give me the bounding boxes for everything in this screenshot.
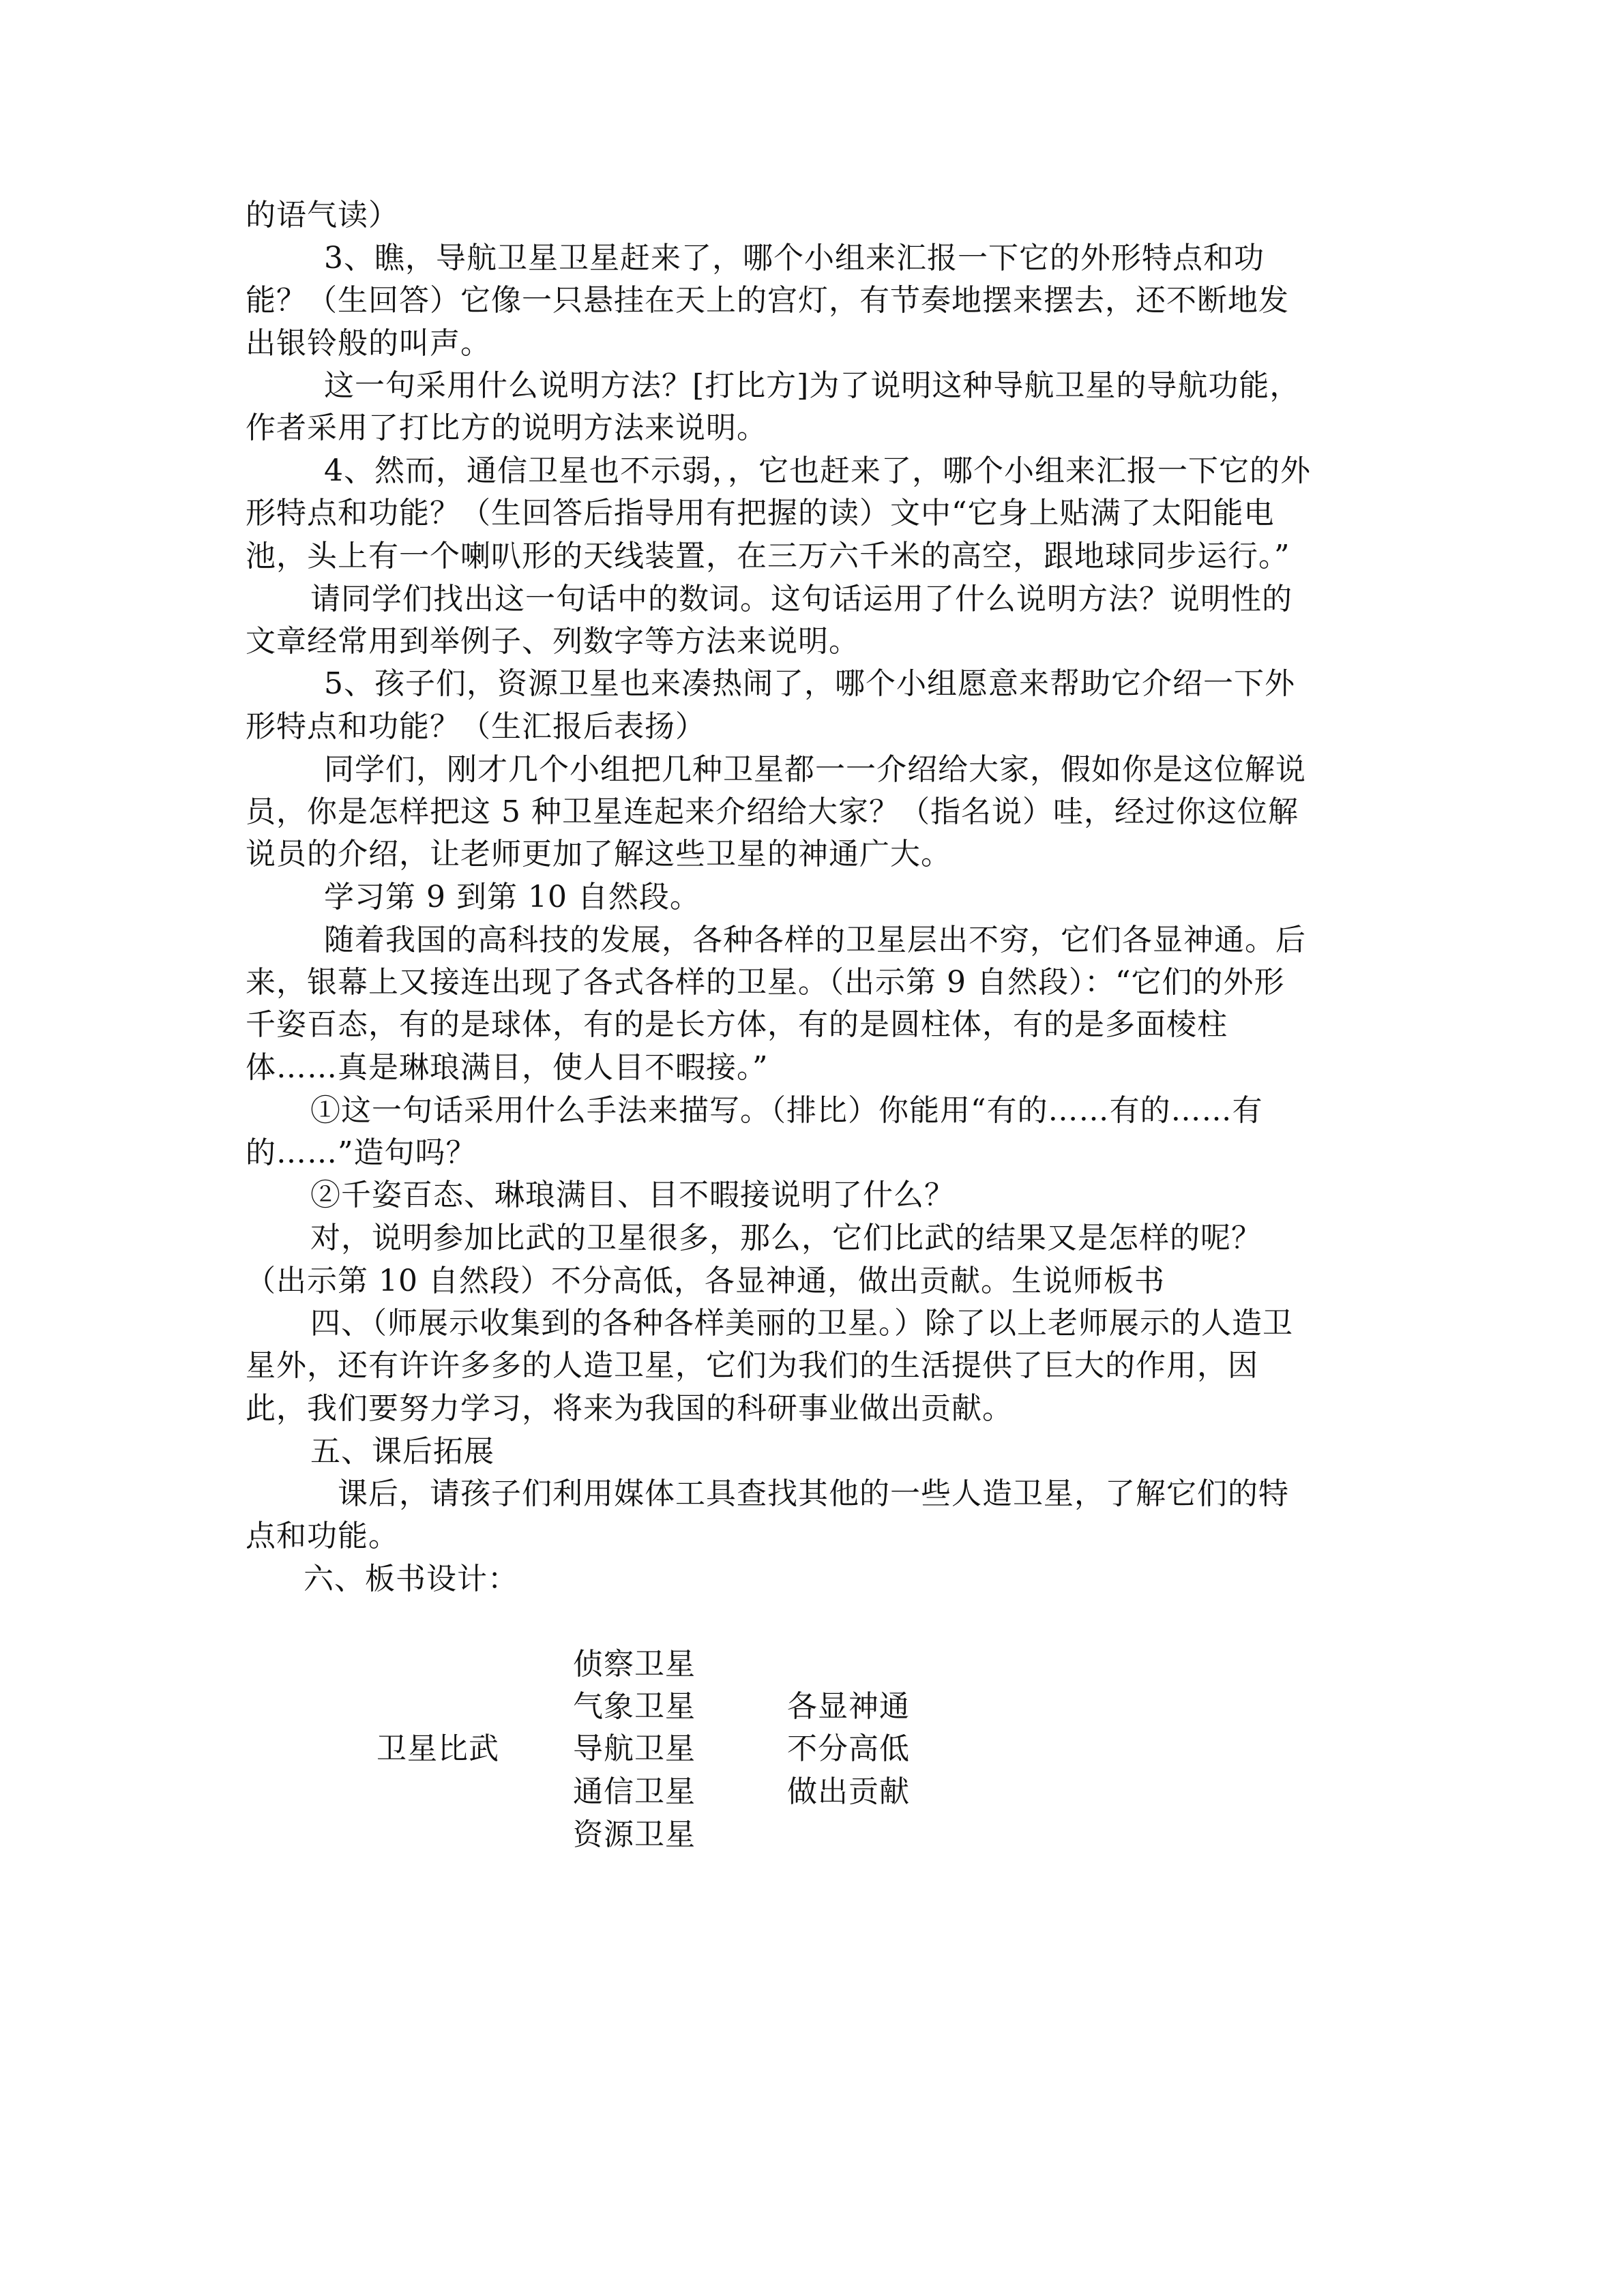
text-line: ②千姿百态、琳琅满目、目不暇接说明了什么？ xyxy=(310,1178,955,1212)
board-result-item: 不分高低 xyxy=(787,1731,910,1766)
board-satellite-item: 导航卫星 xyxy=(573,1731,696,1766)
board-satellite-item: 气象卫星 xyxy=(573,1689,696,1724)
text-line: 四、（师展示收集到的各种各样美丽的卫星。）除了以上老师展示的人造卫 xyxy=(310,1306,1293,1341)
text-line: 体……真是琳琅满目，使人目不暇接。” xyxy=(246,1050,769,1085)
text-line: 五、课后拓展 xyxy=(310,1434,494,1469)
text-line: 课后，请孩子们利用媒体工具查找其他的一些人造卫星，了解它们的特 xyxy=(338,1476,1289,1511)
text-line: 的语气读） xyxy=(246,198,399,233)
text-line: 池，头上有一个喇叭形的天线装置，在三万六千米的高空，跟地球同步运行。” xyxy=(246,539,1290,573)
text-line: 4、然而，通信卫星也不示弱，，它也赶来了，哪个小组来汇报一下它的外 xyxy=(324,453,1311,488)
text-line: 这一句采用什么说明方法？[打比方]为了说明这种导航卫星的导航功能， xyxy=(324,368,1301,403)
text-line: 形特点和功能？（生回答后指导用有把握的读）文中“它身上贴满了太阳能电 xyxy=(246,496,1275,531)
text-line: 此，我们要努力学习，将来为我国的科研事业做出贡献。 xyxy=(246,1391,1013,1426)
text-line: 出银铃般的叫声。 xyxy=(246,326,491,361)
board-satellite-item: 侦察卫星 xyxy=(573,1647,696,1682)
text-line: 说员的介绍，让老师更加了解这些卫星的神通广大。 xyxy=(246,837,951,871)
text-line: 同学们，刚才几个小组把几种卫星都一一介绍给大家，假如你是这位解说 xyxy=(324,752,1306,787)
text-line: （出示第 10 自然段）不分高低，各显神通，做出贡献。生说师板书 xyxy=(246,1264,1165,1298)
text-line: 5、孩子们，资源卫星也来凑热闹了，哪个小组愿意来帮助它介绍一下外 xyxy=(324,666,1295,701)
text-line: 随着我国的高科技的发展，各种各样的卫星层出不穷，它们各显神通。后 xyxy=(324,923,1306,957)
text-line: 来，银幕上又接连出现了各式各样的卫星。（出示第 9 自然段）：“它们的外形 xyxy=(246,965,1285,1000)
text-line: 能？（生回答）它像一只悬挂在天上的宫灯，有节奏地摆来摆去，还不断地发 xyxy=(246,283,1289,318)
text-line: 学习第 9 到第 10 自然段。 xyxy=(324,880,700,914)
text-line: 点和功能。 xyxy=(246,1519,399,1553)
text-line: 请同学们找出这一句话中的数词。这句话运用了什么说明方法？说明性的 xyxy=(310,582,1293,616)
text-line: 星外，还有许许多多的人造卫星，它们为我们的生活提供了巨大的作用，因 xyxy=(246,1348,1258,1383)
text-line: 的……”造句吗？ xyxy=(246,1135,477,1170)
text-line: 形特点和功能？（生汇报后表扬） xyxy=(246,709,706,744)
board-result-item: 各显神通 xyxy=(787,1689,910,1724)
board-result-item: 做出贡献 xyxy=(787,1774,910,1809)
text-line: 千姿百态，有的是球体，有的是长方体，有的是圆柱体，有的是多面棱柱 xyxy=(246,1007,1228,1042)
text-line: 员，你是怎样把这 5 种卫星连起来介绍给大家？（指名说）哇，经过你这位解 xyxy=(246,794,1299,829)
board-satellite-item: 通信卫星 xyxy=(573,1774,696,1809)
text-line: 六、板书设计： xyxy=(304,1562,518,1596)
text-line: ①这一句话采用什么手法来描写。（排比）你能用“有的……有的……有 xyxy=(310,1093,1263,1128)
board-title: 卫星比武 xyxy=(377,1731,499,1766)
text-line: 作者采用了打比方的说明方法来说明。 xyxy=(246,411,767,445)
text-line: 文章经常用到举例子、列数字等方法来说明。 xyxy=(246,624,859,659)
text-line: 3、瞧，导航卫星卫星赶来了，哪个小组来汇报一下它的外形特点和功 xyxy=(324,241,1265,275)
board-satellite-item: 资源卫星 xyxy=(573,1817,696,1852)
text-line: 对，说明参加比武的卫星很多，那么，它们比武的结果又是怎样的呢？ xyxy=(310,1221,1262,1255)
